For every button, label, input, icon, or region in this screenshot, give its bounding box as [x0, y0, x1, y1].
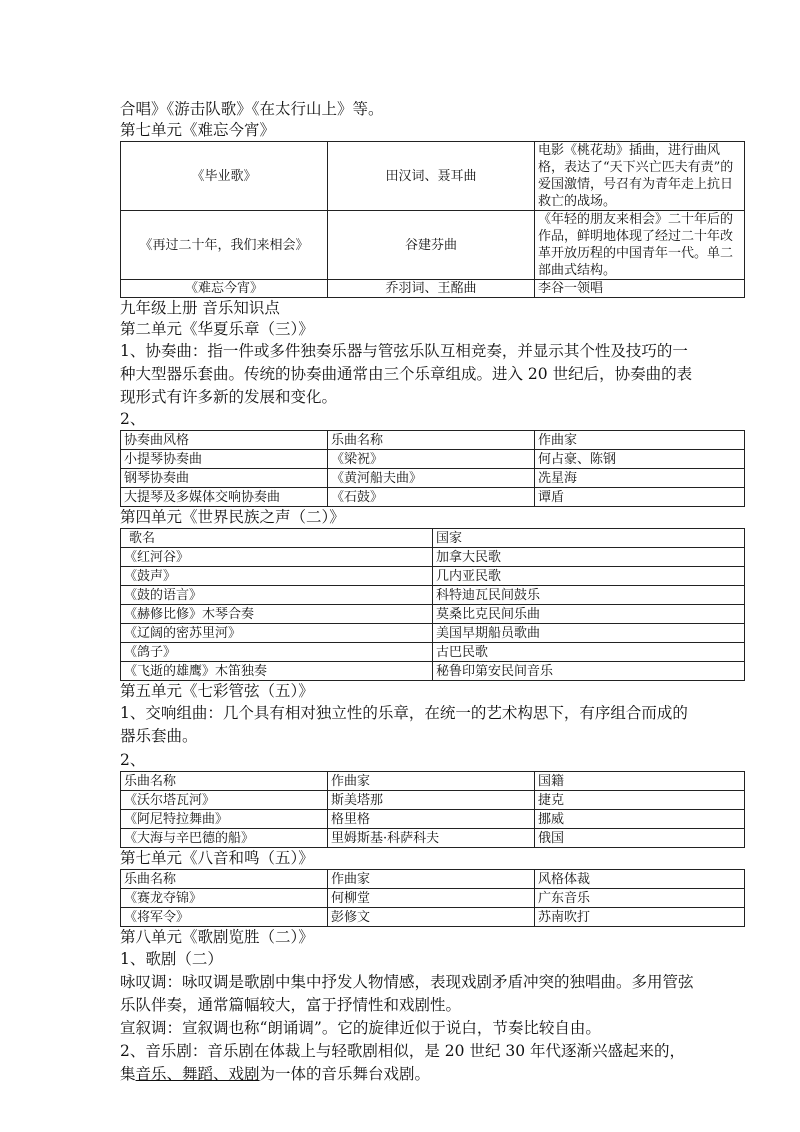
table-header-cell: 国家: [433, 529, 745, 548]
unit7-table: [120, 141, 745, 298]
table-header-cell: 作曲家: [328, 870, 535, 889]
table-cell: 挪威: [535, 810, 745, 829]
paragraph: [120, 1040, 695, 1086]
table-header-cell: 作曲家: [535, 431, 745, 450]
table-cell: 莫桑比克民间乐曲: [433, 605, 745, 624]
table-cell: 《红河谷》: [121, 548, 433, 567]
table-cell: 《沃尔塔瓦河》: [121, 791, 328, 810]
bayin-table: [120, 869, 745, 927]
concerto-table: [120, 430, 745, 507]
table-cell: 加拿大民歌: [433, 548, 745, 567]
table-row: [121, 280, 745, 298]
table-cell: 苏南吹打: [535, 908, 745, 927]
table-row: [121, 567, 745, 586]
table-row: [121, 889, 745, 908]
table-header-cell: 歌名: [121, 529, 433, 548]
section-heading: 第二单元《华夏乐章（三）》: [120, 320, 314, 338]
table-row: [121, 548, 745, 567]
table-cell: 《将军令》: [121, 908, 328, 927]
text-run: 为一体的音乐舞台戏剧。: [259, 1065, 431, 1083]
table-cell: 《飞逝的雄鹰》木笛独奏: [121, 662, 433, 681]
table-cell: 里姆斯基·科萨科夫: [328, 829, 535, 848]
section-heading: 第七单元《难忘今宵》: [120, 121, 276, 139]
table-header-cell: 国籍: [535, 772, 745, 791]
text-line: 2、: [120, 751, 146, 769]
table-cell: 电影《桃花劫》插曲，进行曲风格，表达了“天下兴亡匹夫有责”的爱国激情，号召有为青年走上抗日救亡的战场。: [535, 142, 745, 211]
table-cell: 彭修文: [328, 908, 535, 927]
table-header-cell: 乐曲名称: [328, 431, 535, 450]
text-line: 2、: [120, 410, 146, 428]
table-cell: 《再过二十年，我们来相会》: [121, 211, 328, 280]
table-cell: 田汉词、聂耳曲: [328, 142, 535, 211]
section-heading: 第八单元《歌剧览胜（二）》: [120, 928, 314, 946]
table-cell: 《石鼓》: [328, 488, 535, 507]
table-row: [121, 605, 745, 624]
table-row: [121, 586, 745, 605]
section-heading: 第四单元《世界民族之声（二）》: [120, 508, 345, 526]
table-cell: 广东音乐: [535, 889, 745, 908]
table-row: [121, 908, 745, 927]
underlined-text: 音乐、舞蹈、戏剧: [135, 1065, 260, 1083]
table-row: [121, 450, 745, 469]
table-row: [121, 662, 745, 681]
table-cell: 几内亚民歌: [433, 567, 745, 586]
table-row: [121, 431, 745, 450]
table-cell: 冼星海: [535, 469, 745, 488]
table-cell: 斯美塔那: [328, 791, 535, 810]
text-run: 2、音乐剧：音乐剧在体裁上与轻歌剧相似，是 20 世纪 30 年代逐渐兴盛起来的，集: [120, 1042, 686, 1083]
suite-table: [120, 771, 745, 848]
table-cell: 《赫修比修》木琴合奏: [121, 605, 433, 624]
table-cell: 《年轻的朋友来相会》二十年后的作品，鲜明地体现了经过二十年改革开放历程的中国青年一代。单二部曲式结构。: [535, 211, 745, 280]
table-cell: 捷克: [535, 791, 745, 810]
table-cell: 谷建芬曲: [328, 211, 535, 280]
table-row: [121, 810, 745, 829]
table-cell: 《梁祝》: [328, 450, 535, 469]
table-cell: 《大海与辛巴德的船》: [121, 829, 328, 848]
text-line: 合唱》《游击队歌》《在太行山上》等。: [120, 100, 384, 118]
table-cell: 美国早期船员歌曲: [433, 624, 745, 643]
table-row: [121, 529, 745, 548]
table-cell: 谭盾: [535, 488, 745, 507]
world-songs-table: [120, 528, 745, 681]
table-cell: 俄国: [535, 829, 745, 848]
table-row: [121, 870, 745, 889]
table-cell: 何柳堂: [328, 889, 535, 908]
table-row: [121, 624, 745, 643]
table-row: [121, 829, 745, 848]
table-row: [121, 469, 745, 488]
table-cell: 《鸽子》: [121, 643, 433, 662]
table-header-cell: 风格体裁: [535, 870, 745, 889]
table-cell: 秘鲁印第安民间音乐: [433, 662, 745, 681]
table-cell: 《鼓的语言》: [121, 586, 433, 605]
table-row: [121, 488, 745, 507]
table-cell: 何占豪、陈钢: [535, 450, 745, 469]
table-cell: 大提琴及多媒体交响协奏曲: [121, 488, 328, 507]
document-page: [120, 95, 745, 1086]
table-cell: 钢琴协奏曲: [121, 469, 328, 488]
table-row: [121, 643, 745, 662]
table-cell: 《毕业歌》: [121, 142, 328, 211]
page-heading: 九年级上册 音乐知识点: [120, 299, 280, 317]
table-cell: 《赛龙夺锦》: [121, 889, 328, 908]
table-header-cell: 乐曲名称: [121, 772, 328, 791]
table-row: [121, 772, 745, 791]
table-cell: 格里格: [328, 810, 535, 829]
table-cell: 乔羽词、王酩曲: [328, 280, 535, 298]
text-line: 1、歌剧（二）: [120, 950, 223, 968]
table-cell: 《黄河船夫曲》: [328, 469, 535, 488]
table-row: [121, 142, 745, 211]
section-heading: 第五单元《七彩管弦（五）》: [120, 682, 314, 700]
table-cell: 小提琴协奏曲: [121, 450, 328, 469]
text-line: 宣叙调：宣叙调也称“朗诵调”。它的旋律近似于说白，节奏比较自由。: [120, 1019, 601, 1037]
section-heading: 第七单元《八音和鸣（五）》: [120, 849, 314, 867]
table-row: [121, 211, 745, 280]
table-header-cell: 作曲家: [328, 772, 535, 791]
table-cell: 李谷一领唱: [535, 280, 745, 298]
table-header-cell: 协奏曲风格: [121, 431, 328, 450]
paragraph: 1、协奏曲：指一件或多件独奏乐器与管弦乐队互相竞奏，并显示其个性及技巧的一种大型器乐套曲。传统的协奏曲通常由三个乐章组成。进入 20 世纪后，协奏曲的表现形式有许多新的发展和变化。: [120, 342, 693, 406]
paragraph: 咏叹调：咏叹调是歌剧中集中抒发人物情感，表现戏剧矛盾冲突的独唱曲。多用管弦乐队伴奏，通常篇幅较大，富于抒情性和戏剧性。: [120, 973, 694, 1014]
table-cell: 《鼓声》: [121, 567, 433, 586]
paragraph: 1、交响组曲：几个具有相对独立性的乐章，在统一的艺术构思下，有序组合而成的器乐套曲。: [120, 704, 688, 745]
table-row: [121, 791, 745, 810]
table-cell: 《辽阔的密苏里河》: [121, 624, 433, 643]
table-cell: 《阿尼特拉舞曲》: [121, 810, 328, 829]
table-header-cell: 乐曲名称: [121, 870, 328, 889]
table-cell: 科特迪瓦民间鼓乐: [433, 586, 745, 605]
table-cell: 古巴民歌: [433, 643, 745, 662]
table-cell: 《难忘今宵》: [121, 280, 328, 298]
